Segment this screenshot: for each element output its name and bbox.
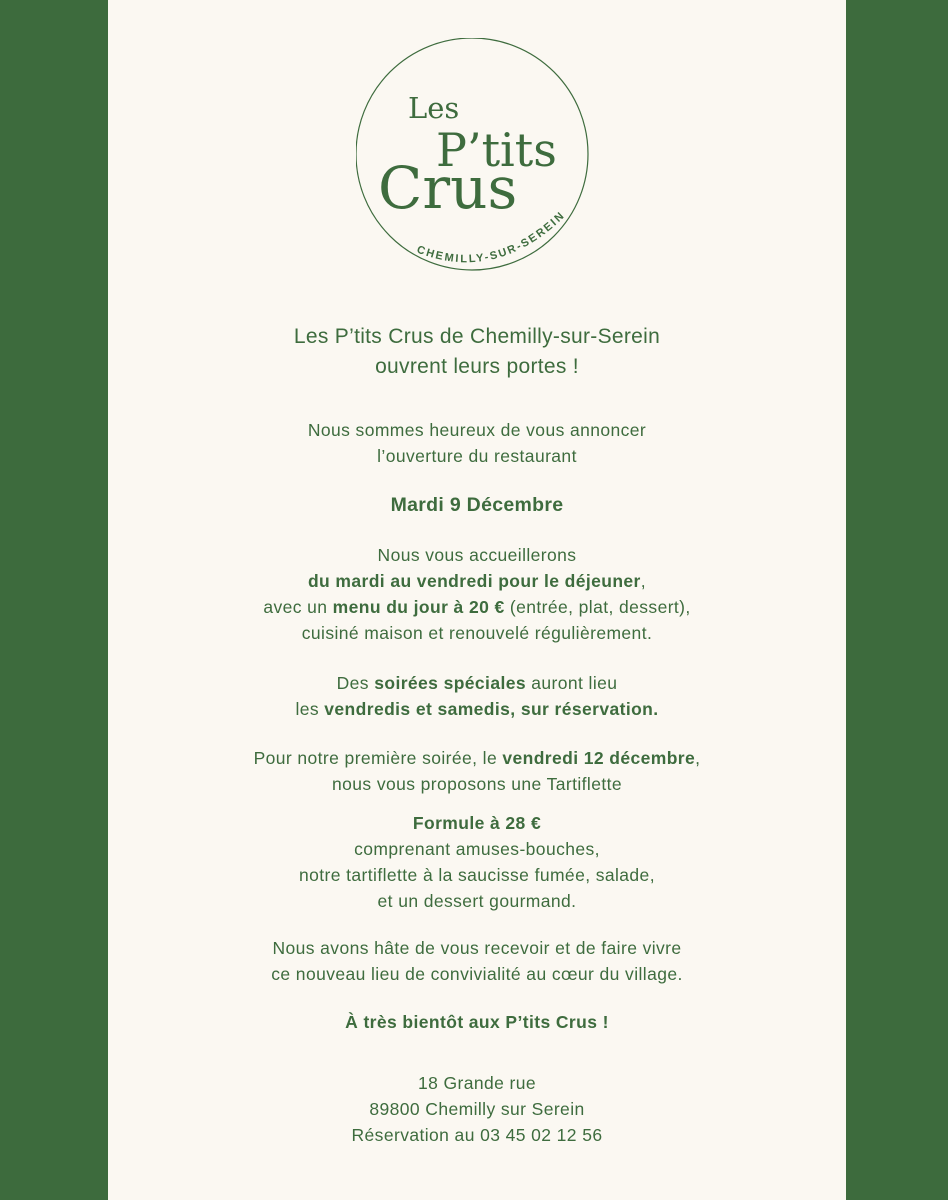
lunch-line-3-start: avec un — [263, 597, 333, 617]
lunch-line-2-end: , — [640, 571, 647, 591]
formula-line-1: comprenant amuses-bouches, — [354, 839, 600, 859]
logo-ptits: P’tits — [436, 123, 557, 177]
evenings-line-2 — [108, 696, 846, 722]
special-evenings: soirées spéciales — [374, 673, 526, 693]
logo-crus: Crus — [378, 154, 518, 222]
closing-line-2: ce nouveau lieu de convivialité au cœur du village. — [271, 964, 683, 984]
formula-title: Formule à 28 € — [412, 813, 542, 833]
intro-line-2: l’ouverture du restaurant — [377, 446, 577, 466]
closing-paragraph — [108, 935, 846, 987]
lunch-paragraph — [108, 542, 846, 646]
address-street: 18 Grande rue — [417, 1073, 537, 1093]
first-evening-line-1-end: , — [695, 748, 701, 768]
formula-paragraph — [108, 810, 846, 914]
evenings-days: vendredis et samedis, sur réservation. — [324, 699, 659, 719]
evenings-line-1 — [108, 670, 846, 696]
logo-les: Les — [408, 91, 460, 125]
evenings-paragraph — [108, 670, 846, 722]
formula-line-3: et un dessert gourmand. — [377, 891, 577, 911]
evenings-line-1-end: auront lieu — [525, 673, 618, 693]
intro-line-1: Nous sommes heureux de vous annoncer — [307, 420, 647, 440]
lunch-line-3-end: (entrée, plat, dessert), — [504, 597, 691, 617]
headline-line-1: Les P’tits Crus de Chemilly-sur-Serein — [293, 325, 661, 348]
lunch-line-4: cuisiné maison et renouvelé régulièrement. — [301, 623, 653, 643]
opening-date: Mardi 9 Décembre — [390, 494, 564, 516]
address-city: 89800 Chemilly sur Serein — [369, 1099, 585, 1119]
reservation-phone: Réservation au 03 45 02 12 56 — [351, 1125, 603, 1145]
lunch-days: du mardi au vendredi pour le déjeuner — [307, 571, 641, 591]
headline-line-2: ouvrent leurs portes ! — [375, 355, 579, 378]
flyer-panel — [108, 0, 846, 1200]
closing-line-1: Nous avons hâte de vous recevoir et de faire vivre — [272, 938, 682, 958]
first-evening-line-1-start: Pour notre première soirée, le — [253, 748, 503, 768]
first-evening-line-1 — [108, 745, 846, 771]
first-evening-paragraph — [108, 745, 846, 797]
lunch-line-1: Nous vous accueillerons — [377, 545, 577, 565]
address-block — [108, 1070, 846, 1148]
farewell: À très bientôt aux P’tits Crus ! — [345, 1012, 609, 1032]
formula-line-2: notre tartiflette à la saucisse fumée, salade, — [299, 865, 655, 885]
first-evening-date: vendredi 12 décembre — [502, 748, 696, 768]
logo-location-path: CHEMILLY-SUR-SEREIN — [415, 209, 568, 266]
evenings-line-1-start: Des — [336, 673, 375, 693]
evenings-line-2-start: les — [295, 699, 325, 719]
lunch-line-3 — [108, 594, 846, 620]
restaurant-logo — [356, 38, 596, 278]
menu-price: menu du jour à 20 € — [332, 597, 505, 617]
headline — [108, 322, 846, 382]
first-evening-line-2: nous vous proposons une Tartiflette — [332, 774, 622, 794]
lunch-line-2 — [108, 568, 846, 594]
intro-paragraph — [108, 417, 846, 469]
